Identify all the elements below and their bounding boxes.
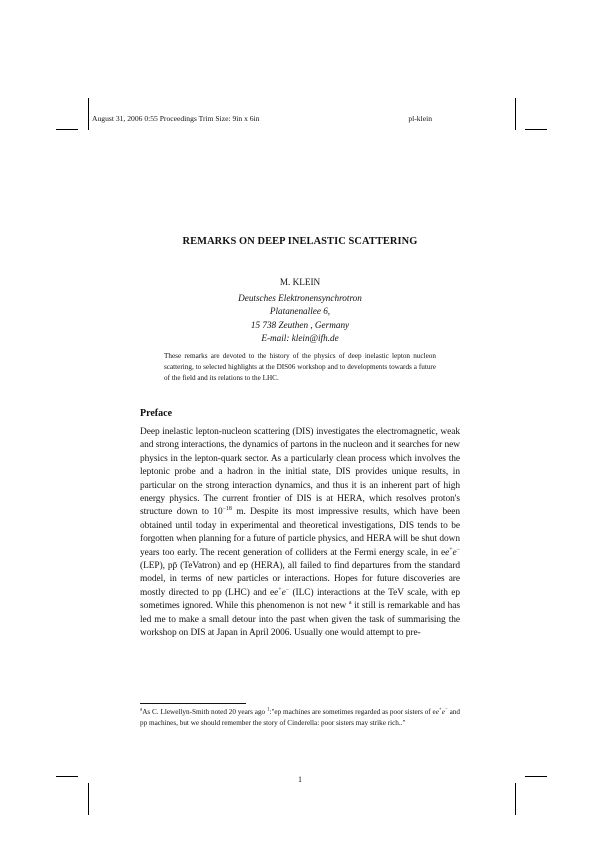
body-paragraph [140, 426, 460, 641]
math-symbol: e [281, 587, 286, 598]
math-symbol: e [445, 547, 450, 558]
math-symbol: e [274, 587, 279, 598]
crop-mark [56, 129, 78, 130]
citation-ref[interactable]: 1 [266, 707, 270, 713]
affiliation-line: 15 738 Zeuthen , Germany [250, 319, 350, 330]
body-text-run: Deep inelastic lepton-nucleon scattering (DIS) investigates the electromagnetic, weak and strong interactions, the dynamics of partons in the nucleon and it searches for new physics in the lepton-quark sector. As a particularly clean process which involves the leptonic probe and a hadron in the initial state, DIS provides unique results, in particular on the strong interaction dynamics, and thus it is an inherent part of high energy physics. The current frontier of DIS is at HERA, which resolves proton's structure down to 10 [140, 427, 460, 518]
affiliation-line: Platanenallee 6, [269, 306, 331, 317]
header-right: pl-klein [408, 114, 432, 123]
footnote-marker[interactable]: a [348, 600, 352, 607]
math-symbol: e [441, 708, 445, 716]
body-text-run: it still is remarkable and has led me to make a small detour into the past when given the task of summarising the workshop on DIS at Japan in April 2006. Usually one would attempt to pre- [140, 601, 460, 639]
author-block [140, 276, 460, 345]
superscript: − [444, 707, 448, 713]
running-header [92, 114, 432, 123]
crop-mark [525, 776, 547, 777]
section-heading: Preface [140, 408, 173, 419]
header-left: August 31, 2006 0:55 Proceedings Trim Size: 9in x 6in [92, 114, 260, 123]
footnote-text: :"ep machines are sometimes regarded as poor sisters of e [269, 708, 436, 716]
superscript: − [285, 586, 290, 593]
author-email: E-mail: klein@ifh.de [261, 332, 339, 343]
paper-title: REMARKS ON DEEP INELASTIC SCATTERING [182, 236, 418, 247]
footnote [140, 707, 460, 728]
crop-mark [515, 98, 516, 130]
crop-mark [56, 776, 78, 777]
superscript: − [456, 546, 460, 553]
page-number: 1 [298, 775, 302, 784]
superscript: + [278, 586, 282, 593]
author-name: M. KLEIN [279, 277, 321, 287]
footnote-rule [140, 703, 246, 704]
footnote-mark: a [140, 707, 143, 713]
crop-mark [88, 783, 89, 815]
abstract: These remarks are devoted to the history of the physics of deep inelastic lepton nucleon scattering, to selected highlights at the DIS06 workshop and to developments towards a future of the field and its relations to the LHC. [164, 352, 436, 382]
body-text-run: (LEP), pp̄ (TeVatron) and ep (HERA), all failed to find departures from the standard model, in terms of new particles or interactions. Hopes for future discoveries are mostly directed to pp (LHC) and e [140, 561, 460, 598]
body-text-run: (ILC) interactions at the TeV scale, with ep sometimes ignored. While this phenomenon is not new [140, 587, 460, 612]
affiliation-line: Deutsches Elektronensynchrotron [238, 293, 362, 304]
crop-mark [515, 783, 516, 815]
math-symbol: e [435, 708, 439, 716]
body-text-run: m. Despite its most impressive results, which have been obtained until today in experimental and theoretical investigations, DIS tends to be forgotten when planning for a future of particle physics, and HERA will be shut down years too early. The recent generation of colliders at the Fermi energy scale, in e [140, 507, 460, 558]
footnote-text: and pp machines, but we should remember the story of Cinderella: poor sisters may strike rich.." [140, 708, 460, 727]
crop-mark [88, 98, 89, 130]
exponent: −18 [222, 506, 232, 513]
superscript: + [449, 546, 453, 553]
footnote-text: As C. Llewellyn-Smith noted 20 years ago [142, 708, 267, 716]
superscript: + [438, 707, 442, 713]
math-symbol: e [452, 547, 457, 558]
crop-mark [525, 129, 547, 130]
